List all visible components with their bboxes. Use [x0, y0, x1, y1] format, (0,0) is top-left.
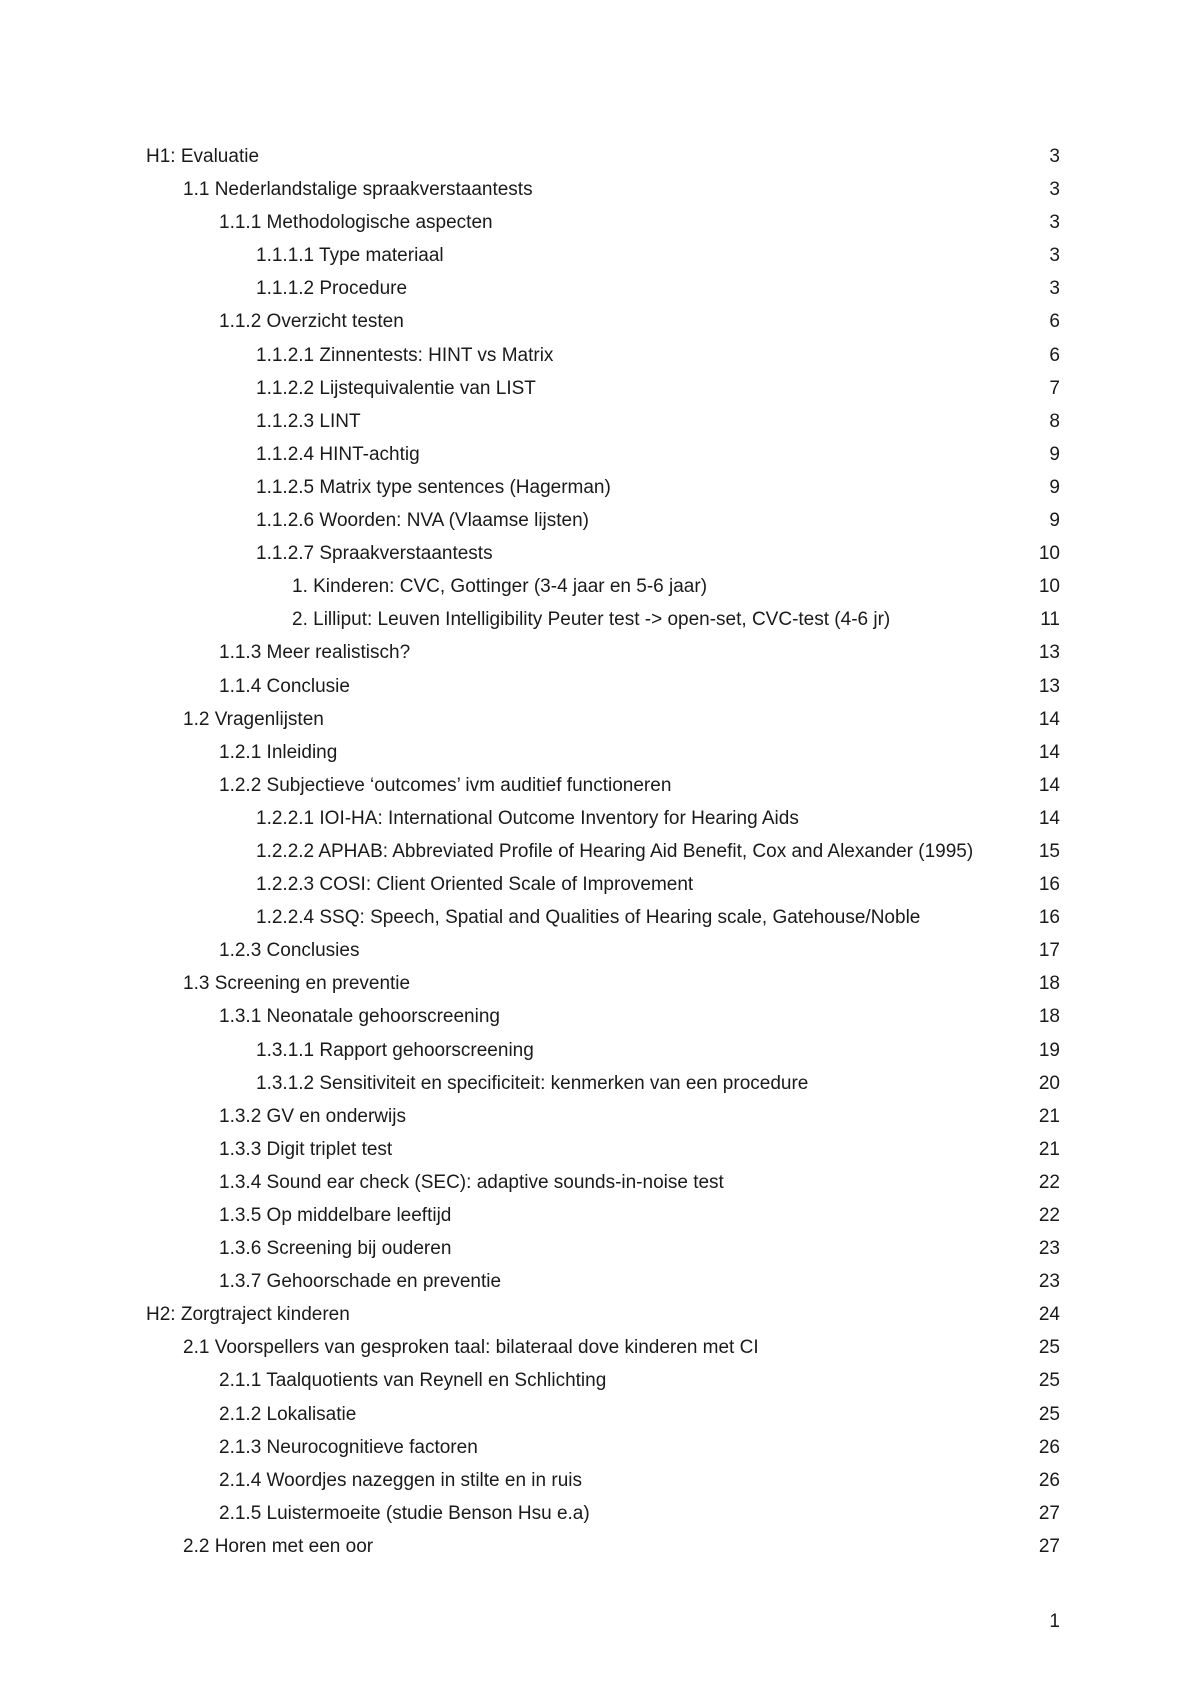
- toc-entry-title[interactable]: 1.1.2.3 LINT: [256, 410, 361, 432]
- toc-entry-title[interactable]: 2.1.1 Taalquotients van Reynell en Schlichting: [219, 1370, 607, 1392]
- toc-entry-page[interactable]: 14: [1038, 741, 1060, 763]
- toc-entry[interactable]: [146, 305, 1060, 338]
- toc-entry-page[interactable]: 9: [1049, 443, 1060, 465]
- toc-entry-title[interactable]: 1.3.1.2 Sensitiviteit en specificiteit: kenmerken van een procedure: [256, 1072, 809, 1094]
- toc-entry-page[interactable]: 19: [1038, 1039, 1060, 1061]
- toc-entry-title[interactable]: 1.1.2.2 Lijstequivalentie van LIST: [256, 377, 536, 399]
- toc-entry[interactable]: [146, 140, 1060, 173]
- toc-entry-page[interactable]: 21: [1038, 1138, 1060, 1160]
- toc-entry[interactable]: [146, 1364, 1060, 1397]
- toc-entry[interactable]: [146, 603, 1060, 636]
- toc-entry-page[interactable]: 25: [1038, 1403, 1060, 1425]
- toc-entry-title[interactable]: 1.1.2.1 Zinnentests: HINT vs Matrix: [256, 344, 554, 366]
- toc-entry[interactable]: [146, 1331, 1060, 1364]
- toc-entry-title[interactable]: 2.1 Voorspellers van gesproken taal: bilateraal dove kinderen met CI: [183, 1337, 759, 1359]
- toc-entry-page[interactable]: 25: [1038, 1370, 1060, 1392]
- toc-entry-page[interactable]: 26: [1038, 1469, 1060, 1491]
- toc-entry-title[interactable]: 2.1.5 Luistermoeite (studie Benson Hsu e.a): [219, 1502, 590, 1524]
- toc-entry-page[interactable]: 23: [1038, 1238, 1060, 1260]
- toc-entry[interactable]: [146, 1000, 1060, 1033]
- toc-entry[interactable]: [146, 1398, 1060, 1431]
- toc-entry-title[interactable]: 1.3.6 Screening bij ouderen: [219, 1238, 452, 1260]
- toc-entry-title[interactable]: H1: Evaluatie: [146, 146, 260, 167]
- toc-entry-page[interactable]: 25: [1038, 1337, 1060, 1359]
- toc-entry[interactable]: [146, 1199, 1060, 1232]
- toc-entry[interactable]: [146, 1497, 1060, 1530]
- toc-entry-title[interactable]: 2. Lilliput: Leuven Intelligibility Peuter test -> open-set, CVC-test (4-6 jr): [292, 609, 891, 631]
- toc-entry-title[interactable]: 1.2.2.3 COSI: Client Oriented Scale of Improvement: [256, 874, 694, 896]
- toc-entry-title[interactable]: 2.2 Horen met een oor: [183, 1535, 374, 1557]
- toc-entry[interactable]: [146, 438, 1060, 471]
- toc-entry[interactable]: [146, 173, 1060, 206]
- toc-entry-title[interactable]: 1.3.1 Neonatale gehoorscreening: [219, 1006, 500, 1028]
- toc-entry[interactable]: [146, 736, 1060, 769]
- toc-entry-title[interactable]: 1.3.4 Sound ear check (SEC): adaptive sounds-in-noise test: [219, 1171, 724, 1193]
- toc-entry[interactable]: [146, 967, 1060, 1000]
- toc-entry-title[interactable]: 2.1.2 Lokalisatie: [219, 1403, 357, 1425]
- toc-entry-page[interactable]: 3: [1049, 179, 1060, 201]
- table-of-contents: [146, 140, 1060, 1563]
- toc-entry[interactable]: [146, 1464, 1060, 1497]
- toc-entry-page[interactable]: 11: [1040, 609, 1060, 631]
- toc-entry-page[interactable]: 9: [1049, 510, 1060, 532]
- toc-entry[interactable]: [146, 504, 1060, 537]
- toc-entry-title[interactable]: 1.1.4 Conclusie: [219, 675, 350, 697]
- toc-entry[interactable]: [146, 405, 1060, 438]
- toc-entry-title[interactable]: 1.3 Screening en preventie: [183, 973, 411, 995]
- toc-entry-title[interactable]: 1.1.1.1 Type materiaal: [256, 245, 444, 267]
- toc-entry[interactable]: [146, 1133, 1060, 1166]
- toc-entry-page[interactable]: 27: [1038, 1502, 1060, 1524]
- toc-entry[interactable]: [146, 769, 1060, 802]
- toc-entry-page[interactable]: 14: [1038, 807, 1060, 829]
- toc-entry-page[interactable]: 10: [1038, 576, 1060, 598]
- toc-entry[interactable]: [146, 372, 1060, 405]
- page-number: 1: [1049, 1611, 1060, 1632]
- toc-entry-title[interactable]: 1.1.1 Methodologische aspecten: [219, 212, 493, 234]
- toc-entry-page[interactable]: 20: [1038, 1072, 1060, 1094]
- toc-entry-title[interactable]: 1.2.1 Inleiding: [219, 741, 338, 763]
- toc-entry[interactable]: [146, 636, 1060, 669]
- toc-entry-title[interactable]: 1.1.1.2 Procedure: [256, 278, 408, 300]
- toc-entry-title[interactable]: 1.2.2.1 IOI-HA: International Outcome Inventory for Hearing Aids: [256, 807, 799, 829]
- toc-entry-title[interactable]: 1.3.3 Digit triplet test: [219, 1138, 393, 1160]
- toc-entry-title[interactable]: 1.1.2.6 Woorden: NVA (Vlaamse lijsten): [256, 510, 590, 532]
- toc-entry[interactable]: [146, 570, 1060, 603]
- toc-entry[interactable]: [146, 802, 1060, 835]
- toc-entry-page[interactable]: 7: [1049, 377, 1060, 399]
- toc-entry[interactable]: [146, 1232, 1060, 1265]
- toc-entry-page[interactable]: 24: [1038, 1304, 1060, 1326]
- toc-entry-page[interactable]: 6: [1049, 344, 1060, 366]
- toc-entry-page[interactable]: 3: [1049, 245, 1060, 267]
- toc-entry-page[interactable]: 13: [1038, 642, 1060, 664]
- toc-entry-page[interactable]: 16: [1038, 874, 1060, 896]
- toc-entry-page[interactable]: 21: [1038, 1105, 1060, 1127]
- toc-entry-page[interactable]: 15: [1038, 840, 1060, 862]
- toc-entry[interactable]: [146, 1265, 1060, 1298]
- toc-entry-title[interactable]: 2.1.4 Woordjes nazeggen in stilte en in ruis: [219, 1469, 582, 1491]
- toc-entry[interactable]: [146, 1034, 1060, 1067]
- toc-entry-title[interactable]: 1.3.7 Gehoorschade en preventie: [219, 1271, 502, 1293]
- toc-entry-page[interactable]: 18: [1038, 1006, 1060, 1028]
- toc-entry[interactable]: [146, 670, 1060, 703]
- toc-entry-page[interactable]: 22: [1038, 1171, 1060, 1193]
- toc-entry-title[interactable]: 1.1.2.5 Matrix type sentences (Hagerman): [256, 476, 611, 498]
- toc-entry[interactable]: [146, 339, 1060, 372]
- toc-entry-page[interactable]: 3: [1049, 146, 1060, 167]
- toc-entry[interactable]: [146, 537, 1060, 570]
- toc-entry[interactable]: [146, 1298, 1060, 1331]
- toc-entry[interactable]: [146, 1431, 1060, 1464]
- toc-entry-title[interactable]: 1.1.2 Overzicht testen: [219, 311, 404, 333]
- toc-entry-title[interactable]: H2: Zorgtraject kinderen: [146, 1304, 350, 1326]
- toc-entry[interactable]: [146, 1530, 1060, 1563]
- toc-entry-page[interactable]: 22: [1038, 1205, 1060, 1226]
- toc-entry-page[interactable]: 8: [1049, 410, 1060, 432]
- toc-entry-title[interactable]: 1.1.3 Meer realistisch?: [219, 642, 411, 664]
- toc-entry-page[interactable]: 14: [1038, 708, 1060, 730]
- toc-entry-title[interactable]: 1.3.2 GV en onderwijs: [219, 1105, 406, 1127]
- toc-entry-page[interactable]: 13: [1038, 675, 1060, 697]
- toc-entry-title[interactable]: 1.2.2 Subjectieve ‘outcomes’ ivm auditief functioneren: [219, 774, 672, 796]
- toc-entry-title[interactable]: 1. Kinderen: CVC, Gottinger (3-4 jaar en 5-6 jaar): [292, 576, 708, 598]
- toc-entry-page[interactable]: 27: [1038, 1535, 1060, 1557]
- toc-entry[interactable]: [146, 934, 1060, 967]
- toc-entry-title[interactable]: 2.1.3 Neurocognitieve factoren: [219, 1436, 478, 1458]
- toc-entry-title[interactable]: 1.2.2.4 SSQ: Speech, Spatial and Qualities of Hearing scale, Gatehouse/Noble: [256, 907, 921, 929]
- toc-entry-page[interactable]: 18: [1038, 973, 1060, 995]
- toc-entry-page[interactable]: 23: [1038, 1271, 1060, 1293]
- toc-entry[interactable]: [146, 1067, 1060, 1100]
- toc-entry-page[interactable]: 3: [1049, 212, 1060, 234]
- toc-entry-page[interactable]: 6: [1049, 311, 1060, 333]
- toc-entry-page[interactable]: 3: [1049, 278, 1060, 300]
- toc-entry-page[interactable]: 26: [1038, 1436, 1060, 1458]
- toc-entry[interactable]: [146, 239, 1060, 272]
- toc-entry-page[interactable]: 14: [1038, 774, 1060, 796]
- toc-entry[interactable]: [146, 272, 1060, 305]
- toc-entry-title[interactable]: 1.1.2.7 Spraakverstaantests: [256, 543, 493, 565]
- toc-entry-page[interactable]: 16: [1038, 907, 1060, 929]
- toc-entry-page[interactable]: 9: [1049, 476, 1060, 498]
- toc-entry[interactable]: [146, 901, 1060, 934]
- toc-entry[interactable]: [146, 206, 1060, 239]
- toc-entry[interactable]: [146, 703, 1060, 736]
- toc-entry-title[interactable]: 1.3.5 Op middelbare leeftijd: [219, 1205, 452, 1226]
- toc-entry-title[interactable]: 1.3.1.1 Rapport gehoorscreening: [256, 1039, 534, 1061]
- toc-entry[interactable]: [146, 868, 1060, 901]
- toc-entry-page[interactable]: 10: [1038, 543, 1060, 565]
- toc-entry-title[interactable]: 1.2.3 Conclusies: [219, 940, 360, 962]
- toc-entry[interactable]: [146, 835, 1060, 868]
- toc-entry[interactable]: [146, 1100, 1060, 1133]
- toc-entry[interactable]: [146, 471, 1060, 504]
- toc-entry-title[interactable]: 1.1 Nederlandstalige spraakverstaantests: [183, 179, 533, 201]
- toc-entry-title[interactable]: 1.1.2.4 HINT-achtig: [256, 443, 420, 465]
- toc-entry-title[interactable]: 1.2 Vragenlijsten: [183, 708, 324, 730]
- toc-entry-page[interactable]: 17: [1038, 940, 1060, 962]
- toc-entry-title[interactable]: 1.2.2.2 APHAB: Abbreviated Profile of Hearing Aid Benefit, Cox and Alexander (1995): [256, 840, 974, 862]
- toc-entry[interactable]: [146, 1166, 1060, 1199]
